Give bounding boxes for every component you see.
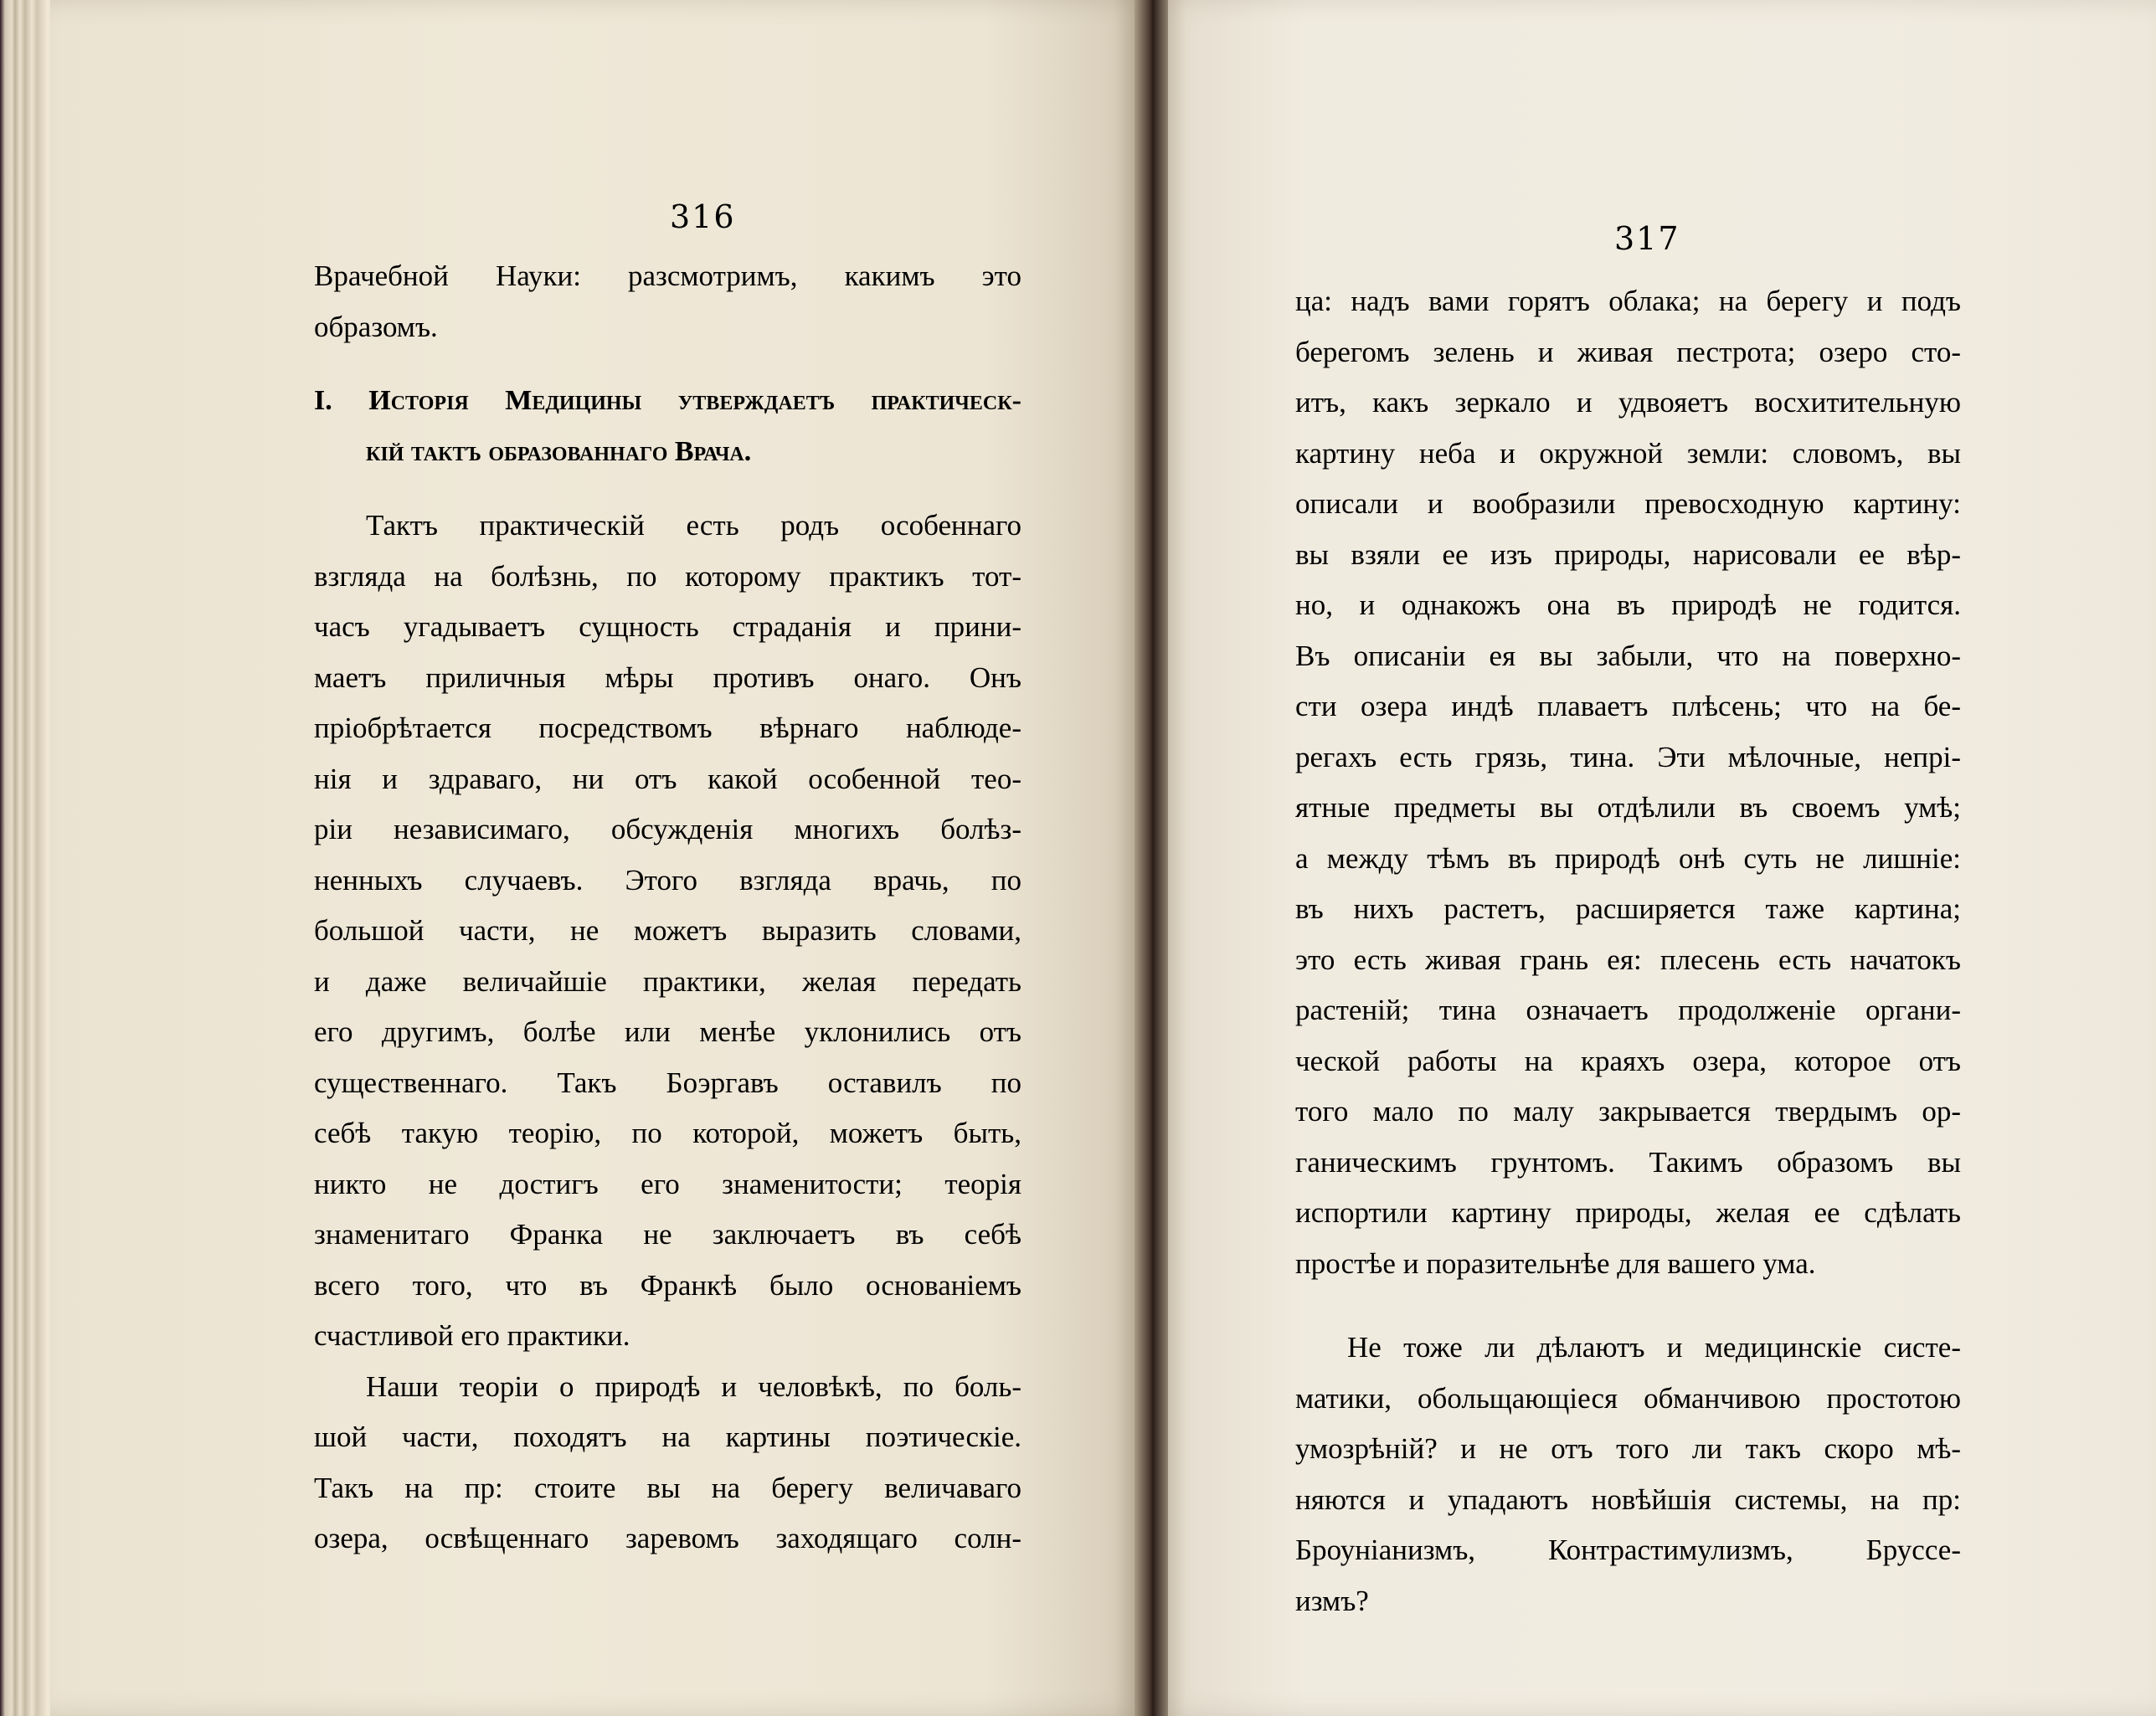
text-line: шой части, походятъ на картины поэтическіе. [314,1421,1021,1453]
text-line: ца: надъ вами горятъ облака; на берегу и подъ [1295,285,1961,317]
text-line: регахъ есть грязь, тина. Эти мѣлочные, непрі- [1295,740,1961,773]
text-line: а между тѣмъ въ природѣ онѣ суть не лишніе: [1295,841,1961,875]
text-line: Наши теоріи о природѣ и человѣкѣ, по боль- [366,1369,1021,1403]
heading-line: I. Исторія Медицины утверждаетъ практическ- [314,385,1021,416]
text-line: ненныхъ случаевъ. Этого взгляда врачь, по [314,863,1021,897]
text-line: вы взяли ее изъ природы, нарисовали ее вѣр- [1295,537,1961,571]
paragraph-tact [314,501,1021,1362]
text-line: ческой работы на краяхъ озера, которое отъ [1295,1044,1961,1077]
left-page-text [314,251,1021,1564]
text-line: и даже величайшіе практики, желая передать [314,964,1021,998]
text-line: Тактъ практическій есть родъ особеннаго [366,509,1021,542]
text-line: образомъ. [314,310,438,343]
text-line: существеннаго. Такъ Боэргавъ оставилъ по [314,1066,1021,1099]
text-line: пріобрѣтается посредствомъ вѣрнаго наблюде- [314,712,1021,744]
text-line: ганическимъ грунтомъ. Такимъ образомъ вы [1295,1145,1961,1179]
paragraph-lake [1295,276,1961,1289]
text-line: Броуніанизмъ, Контрастимулизмъ, Бруссе- [1295,1534,1961,1566]
text-line: растеній; тина означаетъ продолженіе органи- [1295,994,1961,1026]
book-gutter [1135,0,1168,1716]
text-line: берегомъ зелень и живая пестрота; озеро сто- [1295,335,1961,368]
paragraph-systematics [1295,1323,1961,1626]
text-line: себѣ такую теорію, по которой, можетъ быть, [314,1117,1021,1149]
text-line: большой части, не можетъ выразить словами, [314,914,1021,947]
text-line: ятные предметы вы отдѣлили въ своемъ умѣ; [1295,791,1961,824]
text-line: простѣе и поразительнѣе для вашего ума. [1295,1246,1816,1280]
text-line: но, и однакожъ она въ природѣ не годится. [1295,588,1961,621]
text-line: ріи независимаго, обсужденія многихъ болѣз- [314,813,1021,845]
text-line: Въ описаніи ея вы забыли, что на поверхно- [1295,639,1961,672]
text-line: испортили картину природы, желая ее сдѣлать [1295,1196,1961,1229]
intro-paragraph [314,251,1021,352]
text-line: умозрѣній? и не отъ того ли такъ скоро мѣ- [1295,1432,1961,1465]
right-page-number: 317 [1614,220,1680,257]
text-line: сти озера индѣ плаваетъ плѣсень; что на бе- [1295,690,1961,722]
text-line: итъ, какъ зеркало и удвояетъ восхитительную [1295,386,1961,419]
text-line: это есть живая грань ея: плесень есть начатокъ [1295,943,1961,976]
text-line: никто не достигъ его знаменитости; теорія [314,1167,1021,1200]
text-line: счастливой его практики. [314,1319,630,1352]
text-line: взгляда на болѣзнь, по которому практикъ тот- [314,559,1021,593]
text-line: описали и вообразили превосходную картину: [1295,487,1961,520]
text-line: измъ? [1295,1584,1369,1617]
text-line: озера, освѣщеннаго заревомъ заходящаго солн- [314,1522,1021,1554]
text-line: въ нихъ растетъ, расширяется таже картина; [1295,892,1961,925]
text-line: няются и упадаютъ новѣйшія системы, на пр: [1295,1482,1961,1516]
text-line: часъ угадываетъ сущность страданія и прини- [314,610,1021,643]
text-line: Врачебной Науки: разсмотримъ, какимъ это [314,259,1021,292]
section-heading [314,376,1021,477]
text-line: всего того, что въ Франкѣ было основаніемъ [314,1268,1021,1302]
right-page-text [1295,276,1961,1626]
text-line: матики, обольщающіеся обманчивою простотою [1295,1381,1961,1415]
text-line: картину неба и окружной земли: словомъ, вы [1295,436,1961,470]
text-line: маетъ приличныя мѣры противъ онаго. Онъ [314,660,1021,694]
heading-line: кій тактъ образованнаго Врача. [366,435,752,467]
text-line: нія и здраваго, ни отъ какой особенной тео- [314,762,1021,795]
text-line: Такъ на пр: стоите вы на берегу величаваго [314,1471,1021,1504]
text-line: его другимъ, болѣе или менѣе уклонились отъ [314,1015,1021,1048]
paragraph-theories [314,1362,1021,1564]
text-line: знаменитаго Франка не заключаетъ въ себѣ [314,1218,1021,1251]
text-line: того мало по малу закрывается твердымъ ор- [1295,1095,1961,1128]
left-page-number: 316 [670,198,736,235]
text-line: Не тоже ли дѣлаютъ и медицинскіе систе- [1347,1331,1961,1364]
